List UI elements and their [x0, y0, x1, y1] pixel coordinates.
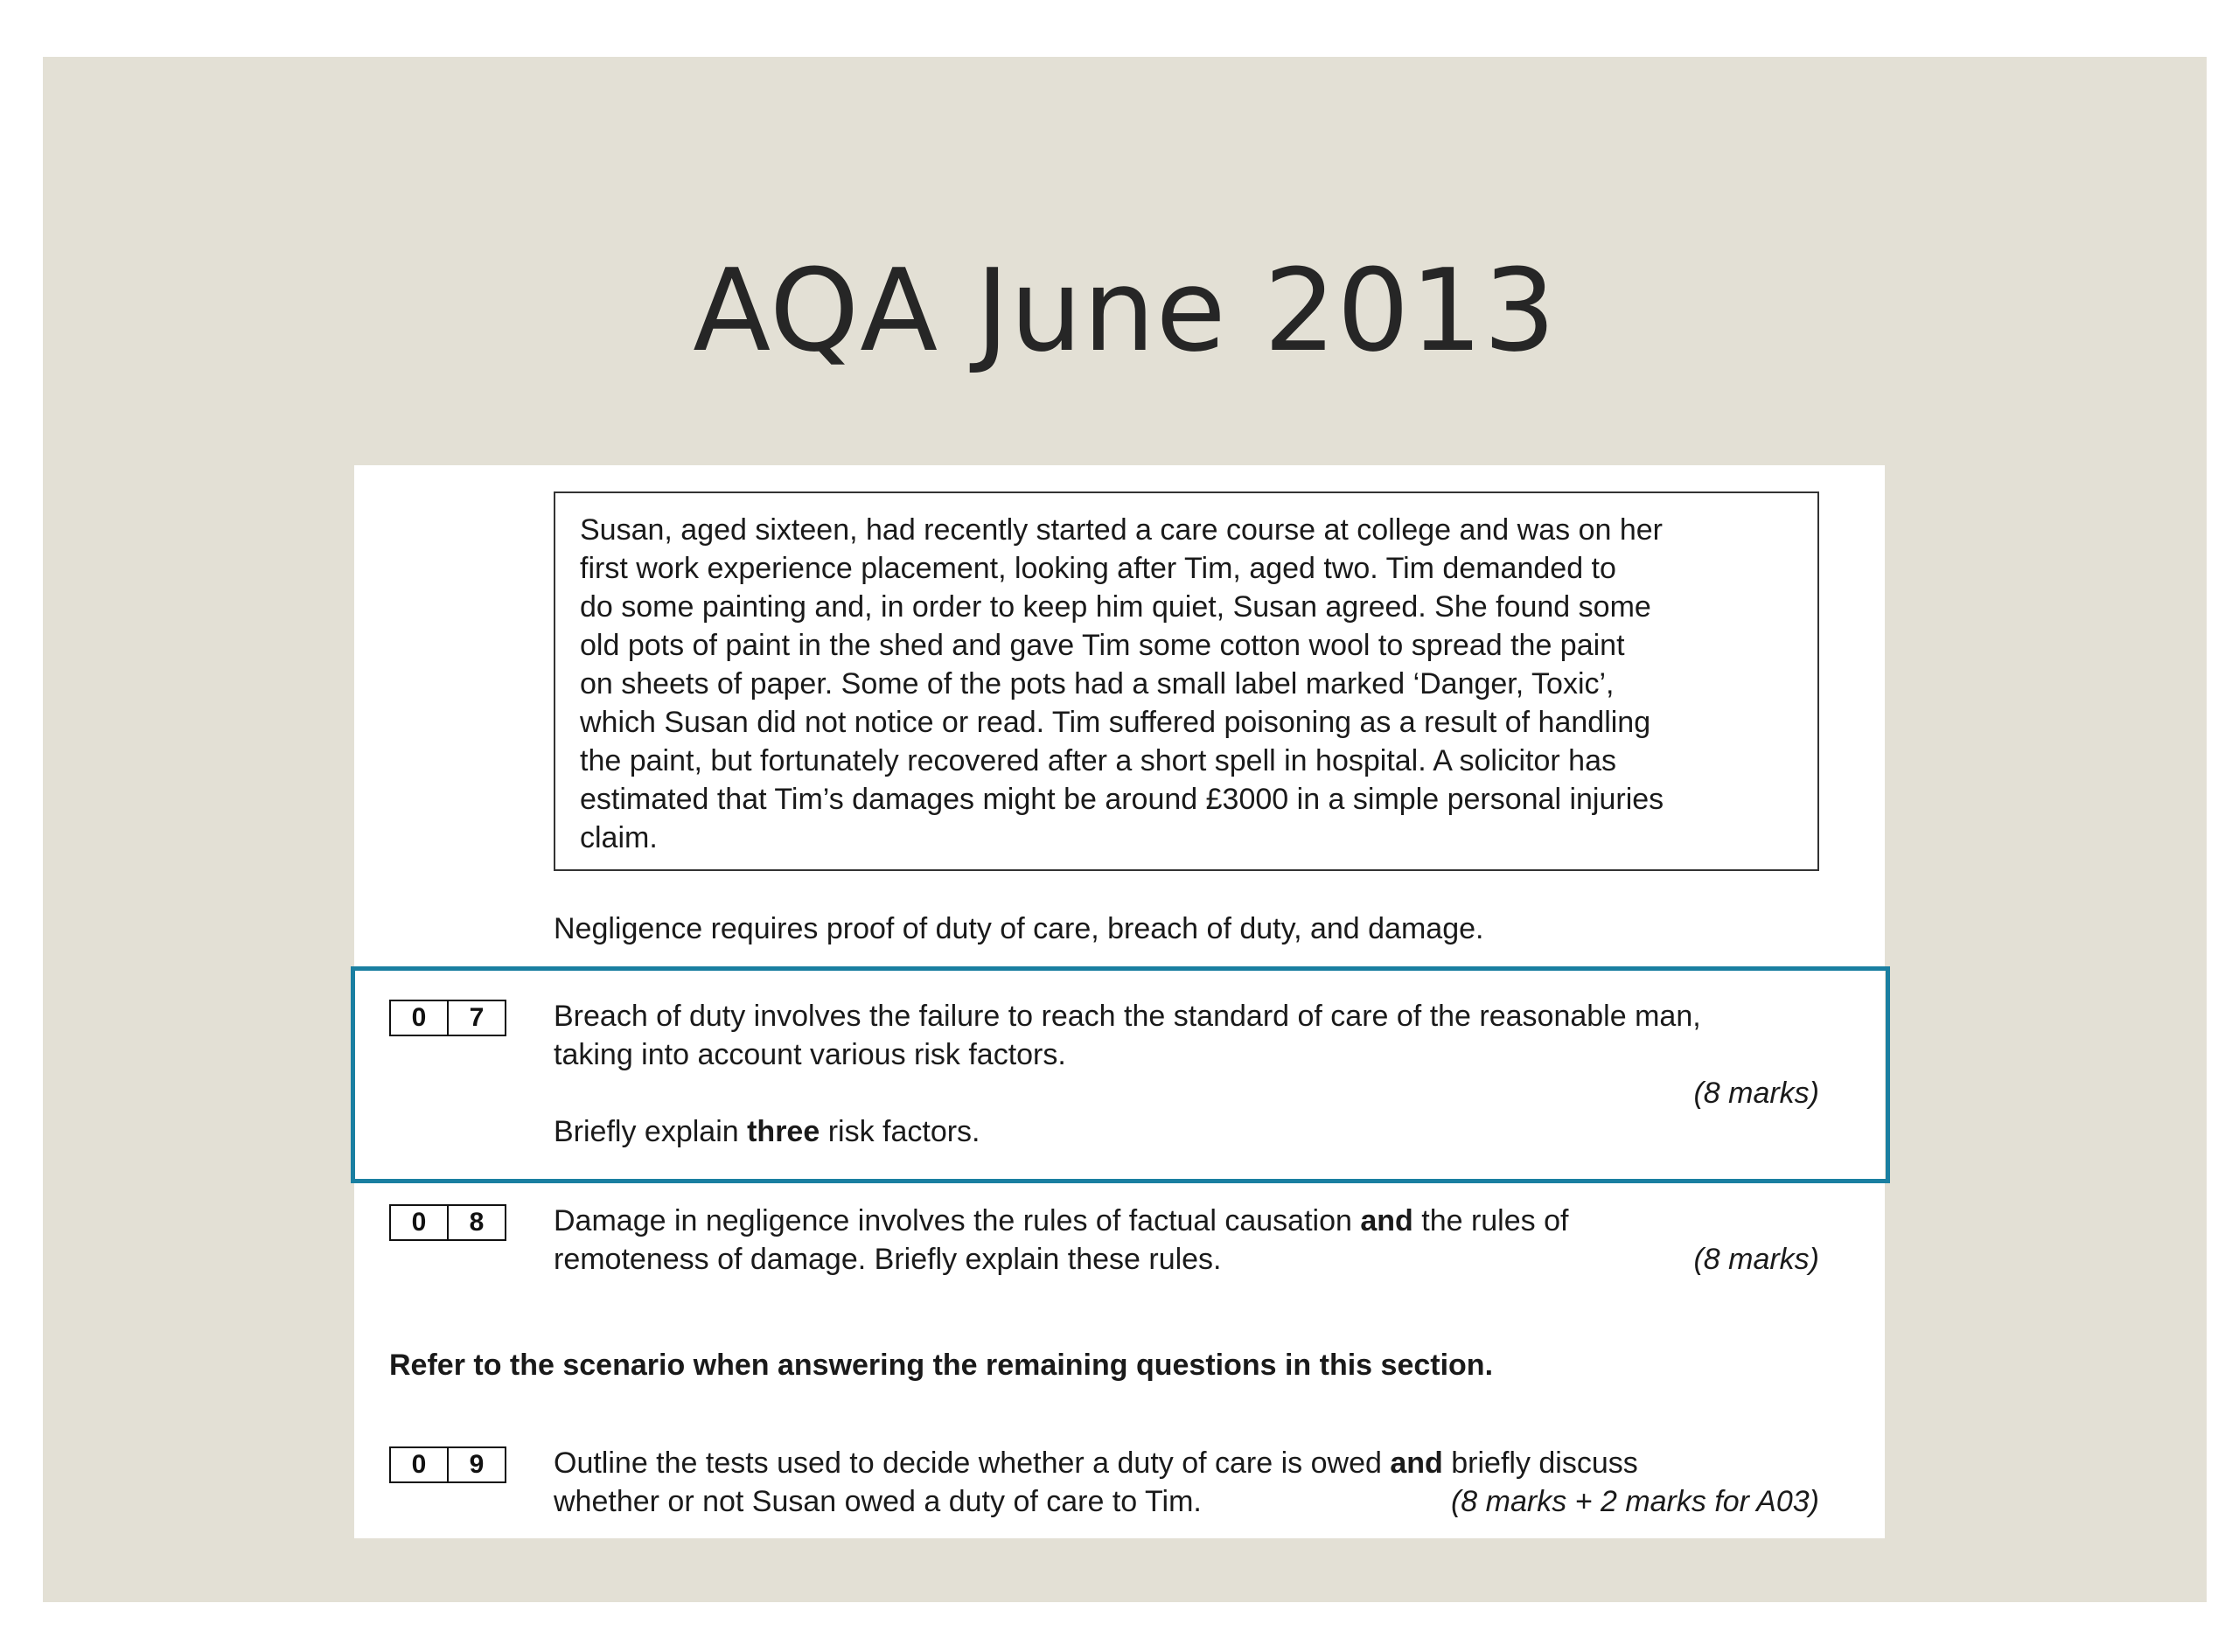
question-number-box — [389, 1446, 506, 1483]
prompt-emphasis: three — [747, 1115, 820, 1148]
question-digit: 7 — [447, 1001, 505, 1035]
question-emphasis: and — [1390, 1446, 1443, 1480]
question-line: Breach of duty involves the failure to reach the standard of care of the reasonable man, — [554, 1000, 1701, 1033]
scenario-line: on sheets of paper. Some of the pots had a small label marked ‘Danger, Toxic’, — [580, 667, 1615, 701]
scenario-line: the paint, but fortunately recovered after a short spell in hospital. A solicitor has — [580, 744, 1617, 777]
prompt-text: Briefly explain — [554, 1115, 748, 1148]
marks-label: (8 marks) — [1693, 1077, 1819, 1110]
scenario-box — [554, 491, 1819, 871]
prompt-text: risk factors. — [820, 1115, 980, 1148]
question-text: Outline the tests used to decide whether a duty of care is owed — [554, 1446, 1391, 1480]
question-digit: 0 — [411, 1003, 427, 1032]
question-digit: 0 — [411, 1208, 427, 1237]
question-line: remoteness of damage. Briefly explain these rules. — [554, 1243, 1222, 1276]
question-text: the rules of — [1412, 1204, 1569, 1237]
scenario-line: old pots of paint in the shed and gave Tim some cotton wool to spread the paint — [580, 629, 1625, 662]
negligence-intro: Negligence requires proof of duty of care, breach of duty, and damage. — [554, 912, 1484, 945]
question-text: briefly discuss — [1442, 1446, 1638, 1480]
exam-paper-excerpt — [354, 465, 1885, 1538]
scenario-line: Susan, aged sixteen, had recently started a care course at college and was on her — [580, 513, 1663, 547]
slide-title: AQA June 2013 — [693, 244, 1557, 377]
question-08-text — [554, 1202, 1819, 1279]
question-09-text — [554, 1444, 1819, 1521]
question-line: whether or not Susan owed a duty of care to Tim. — [554, 1485, 1202, 1518]
question-line — [554, 1444, 1819, 1482]
question-07-text — [554, 997, 1819, 1151]
question-number-box — [389, 1000, 506, 1036]
marks-label: (8 marks) — [1693, 1243, 1819, 1276]
scenario-line: claim. — [580, 821, 658, 854]
refer-instruction: Refer to the scenario when answering the remaining questions in this section. — [389, 1349, 1494, 1382]
question-digit: 9 — [447, 1448, 505, 1481]
slide — [43, 57, 2207, 1602]
scenario-line: which Susan did not notice or read. Tim suffered poisoning as a result of handling — [580, 706, 1651, 739]
question-digit: 8 — [447, 1206, 505, 1239]
scenario-line: do some painting and, in order to keep him quiet, Susan agreed. She found some — [580, 590, 1651, 624]
question-line: taking into account various risk factors. — [554, 1038, 1066, 1071]
question-number-box — [389, 1204, 506, 1241]
question-line — [554, 1202, 1819, 1240]
marks-label: (8 marks + 2 marks for A03) — [1450, 1485, 1819, 1518]
scenario-line: estimated that Tim’s damages might be around £3000 in a simple personal injuries — [580, 783, 1664, 816]
question-emphasis: and — [1360, 1204, 1413, 1237]
question-text: Damage in negligence involves the rules of factual causation — [554, 1204, 1361, 1237]
scenario-line: first work experience placement, looking after Tim, aged two. Tim demanded to — [580, 552, 1616, 585]
question-prompt — [554, 1112, 1819, 1151]
question-digit: 0 — [411, 1450, 427, 1479]
